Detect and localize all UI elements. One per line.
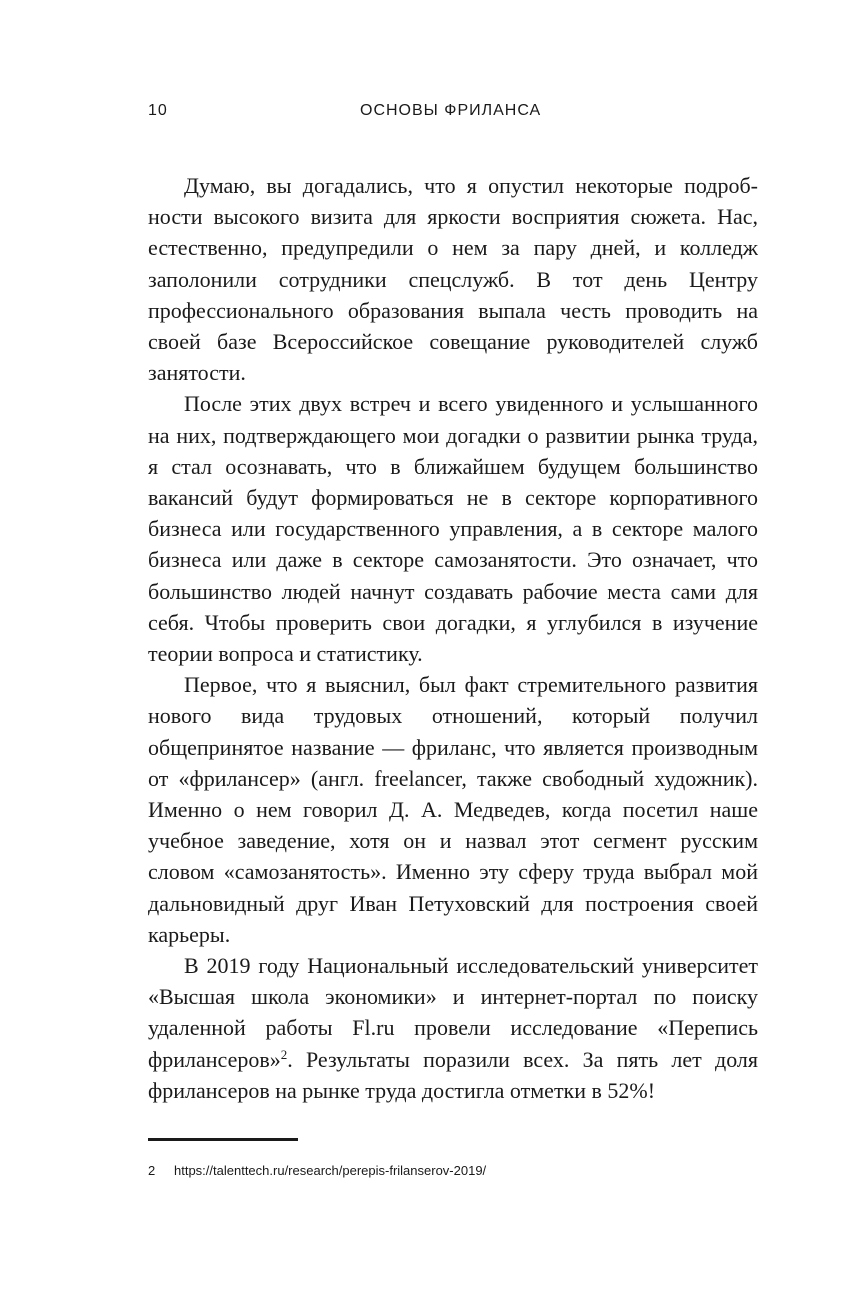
paragraph-1: Думаю, вы догадались, что я опустил некоторые подробности высокого визита для яркости восприятия сюжета. Нас, естественно, предупредили о нем за пару дней, и колледж заполонили сотрудники спецслужб. В тот день Центру профессионального образования выпала честь проводить на своей базе Всероссийское совещание руководителей служб занятости. xyxy=(148,173,758,386)
footnote xyxy=(148,1163,486,1178)
footnote-reference[interactable]: 2 xyxy=(280,1046,288,1062)
paragraph-3: Первое, что я выяснил, был факт стремительного развития нового вида трудовых отношений, который получил общепринятое название — фриланс, что является производным от «фрилансер» (англ. freelancer, также свободный художник). Именно о нем говорил Д. А. Медведев, когда посетил наше учебное заведение, хотя он и назвал этот сегмент русским словом «самозанятость». Именно эту сферу труда выбрал мой дальновидный друг Иван Петуховский для построения своей карьеры. xyxy=(148,672,758,947)
page-number: 10 xyxy=(148,102,168,119)
running-head xyxy=(0,100,863,124)
paragraph-4-text-after: . Результаты поразили всех. За пять лет доля фрилансеров на рынке труда достигла отметки в 52%! xyxy=(148,1046,758,1103)
footnote-link[interactable]: https://talenttech.ru/research/perepis-frilanserov-2019/ xyxy=(174,1163,487,1178)
paragraph-4 xyxy=(148,950,758,1106)
paragraph-4-text-before: В 2019 году Национальный исследовательский университет «Высшая школа экономики» и интернет-портал по поиску удаленной работы Fl.ru провели исследование «Перепись фрилансеров» xyxy=(148,953,758,1072)
paragraph-2: После этих двух встреч и всего увиденного и услышанного на них, подтверждающего мои догадки о развитии рынка труда, я стал осознавать, что в ближайшем будущем большинство вакансий будут формироваться не в секторе корпоративного бизнеса или государственного управления, а в секторе малого бизнеса или даже в секторе самозанятости. Это означает, что большинство людей начнут создавать рабочие места сами для себя. Чтобы проверить свои догадки, я углубился в изучение теории вопроса и статистику. xyxy=(148,391,758,667)
book-title: ОСНОВЫ ФРИЛАНСА xyxy=(360,102,542,119)
footnote-divider xyxy=(148,1138,298,1141)
footnote-number: 2 xyxy=(148,1163,156,1178)
body-text xyxy=(148,170,758,1106)
